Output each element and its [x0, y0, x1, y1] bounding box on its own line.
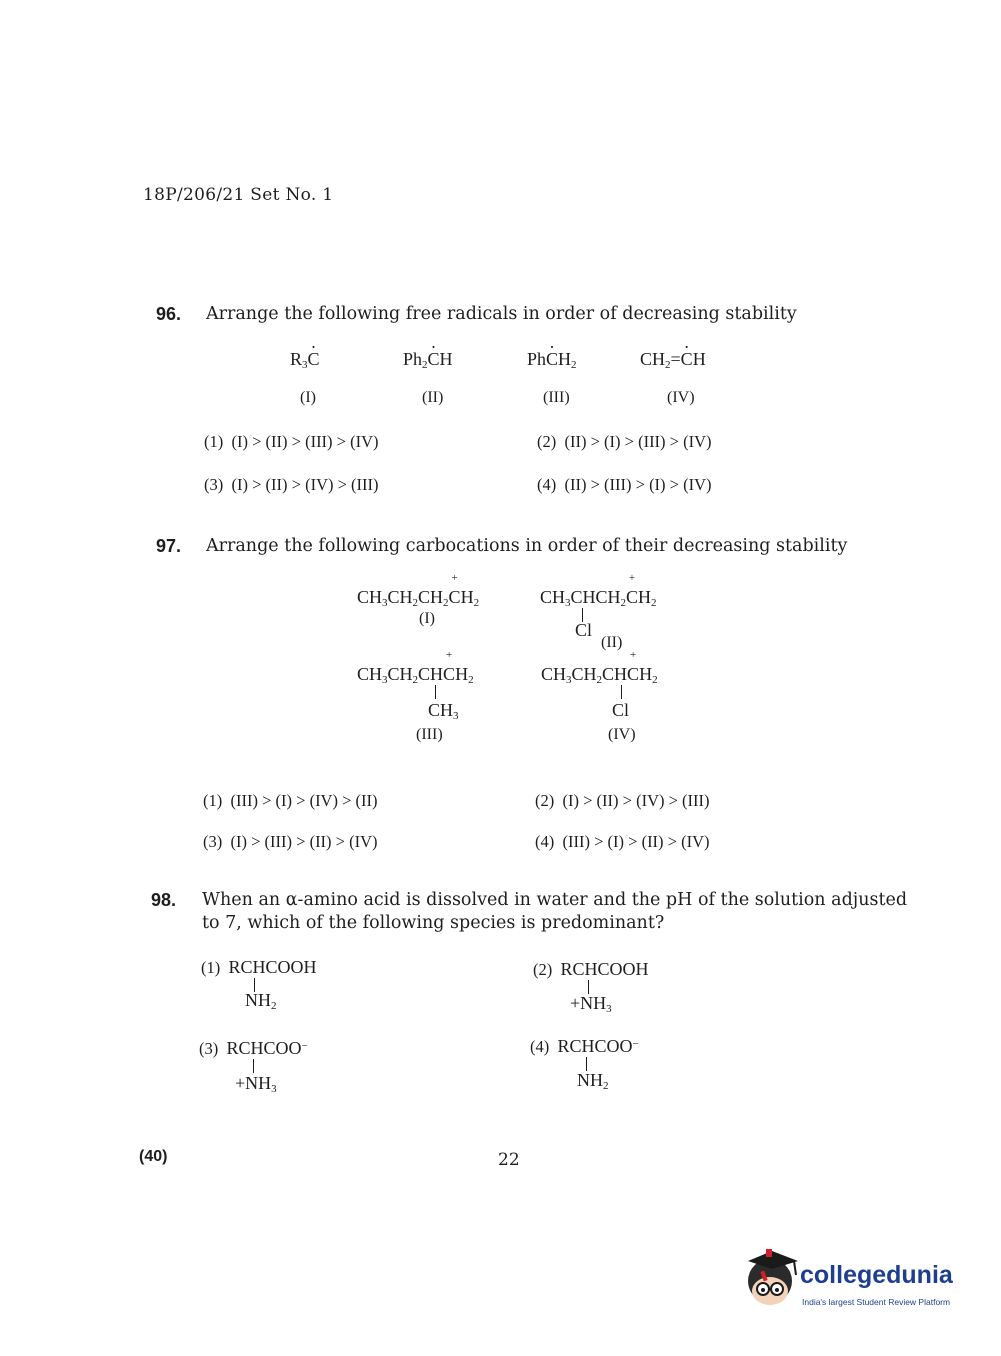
paper-code-footer: (40)	[139, 1148, 168, 1165]
q96-structure-1: $R_3C$ ·	[290, 349, 320, 370]
logo-tagline: India's largest Student Review Platform	[802, 1297, 951, 1307]
q97-label-3: (III)	[416, 726, 443, 743]
page-number: 22	[498, 1150, 520, 1170]
mascot-icon	[742, 1245, 802, 1315]
q98-option-3[interactable]: (3) RCHCOO−	[199, 1038, 308, 1058]
q98-option-2[interactable]: (2) RCHCOOH	[533, 959, 649, 979]
q96-label-2: (II)	[422, 389, 444, 406]
q97-structure-3: $CH_3CH_2CHC +H_2$	[357, 664, 474, 685]
q98-bond-4	[586, 1057, 587, 1071]
collegedunia-logo	[742, 1245, 972, 1315]
question-96-text: Arrange the following free radicals in order of decreasing stability	[206, 304, 797, 324]
question-97-number: 97.	[156, 536, 182, 556]
q97-structure-4: $CH_3CH_2CHC +H_2$	[541, 664, 658, 685]
q96-option-4[interactable]: (4) (II) > (III) > (I) > (IV)	[537, 475, 712, 494]
q98-option-1[interactable]: (1) RCHCOOH	[201, 957, 317, 977]
q98-group-3: $+NH_3$	[235, 1073, 277, 1095]
q96-structure-3: PhC $\cdot H_2$	[527, 349, 577, 370]
q97-bond-4	[621, 685, 622, 699]
question-98-text-line1: When an α-amino acid is dissolved in water and the pH of the solution adjusted	[202, 890, 908, 910]
q97-substituent-4: Cl	[612, 700, 630, 720]
q96-label-3: (III)	[543, 389, 570, 406]
q97-option-4[interactable]: (4) (III) > (I) > (II) > (IV)	[535, 832, 710, 851]
q98-group-2: $+NH_3$	[570, 993, 612, 1015]
q96-label-4: (IV)	[667, 389, 695, 406]
question-97-text: Arrange the following carbocations in order of their decreasing stability	[206, 536, 848, 556]
q98-group-1: $NH_2$	[245, 990, 277, 1012]
q96-structure-2: $Ph_2C \cdot H$	[403, 349, 453, 370]
question-96-number: 96.	[156, 304, 182, 324]
q97-label-2: (II)	[601, 634, 623, 651]
q97-structure-2: $CH_3CHCH_2C +H_2$	[540, 587, 657, 608]
q96-option-2[interactable]: (2) (II) > (I) > (III) > (IV)	[537, 432, 712, 451]
q97-option-2[interactable]: (2) (I) > (II) > (IV) > (III)	[535, 791, 710, 810]
q97-structure-1: $CH_3CH_2CH_2C +H_2$	[357, 587, 479, 608]
logo-name: collegedunia	[800, 1261, 953, 1289]
q98-option-4[interactable]: (4) RCHCOO−	[530, 1036, 639, 1056]
q97-substituent-2: Cl	[575, 620, 593, 640]
q96-label-1: (I)	[300, 389, 316, 406]
question-98-text-line2: to 7, which of the following species is predominant?	[202, 913, 665, 933]
q96-option-1[interactable]: (1) (I) > (II) > (III) > (IV)	[204, 432, 379, 451]
q97-substituent-3: $CH_3$	[428, 700, 459, 722]
q98-bond-2	[588, 980, 589, 994]
q96-structure-4: $CH_2=C \cdot H$	[640, 349, 706, 370]
exam-code-header: 18P/206/21 Set No. 1	[143, 185, 334, 205]
question-98-number: 98.	[151, 890, 177, 910]
q97-label-1: (I)	[419, 610, 435, 627]
q98-group-4: $NH_2$	[577, 1070, 609, 1092]
q97-option-3[interactable]: (3) (I) > (III) > (II) > (IV)	[203, 832, 378, 851]
q97-label-4: (IV)	[608, 726, 636, 743]
q97-option-1[interactable]: (1) (III) > (I) > (IV) > (II)	[203, 791, 378, 810]
q98-bond-3	[253, 1059, 254, 1073]
q96-option-3[interactable]: (3) (I) > (II) > (IV) > (III)	[204, 475, 379, 494]
q97-bond-3	[435, 685, 436, 699]
